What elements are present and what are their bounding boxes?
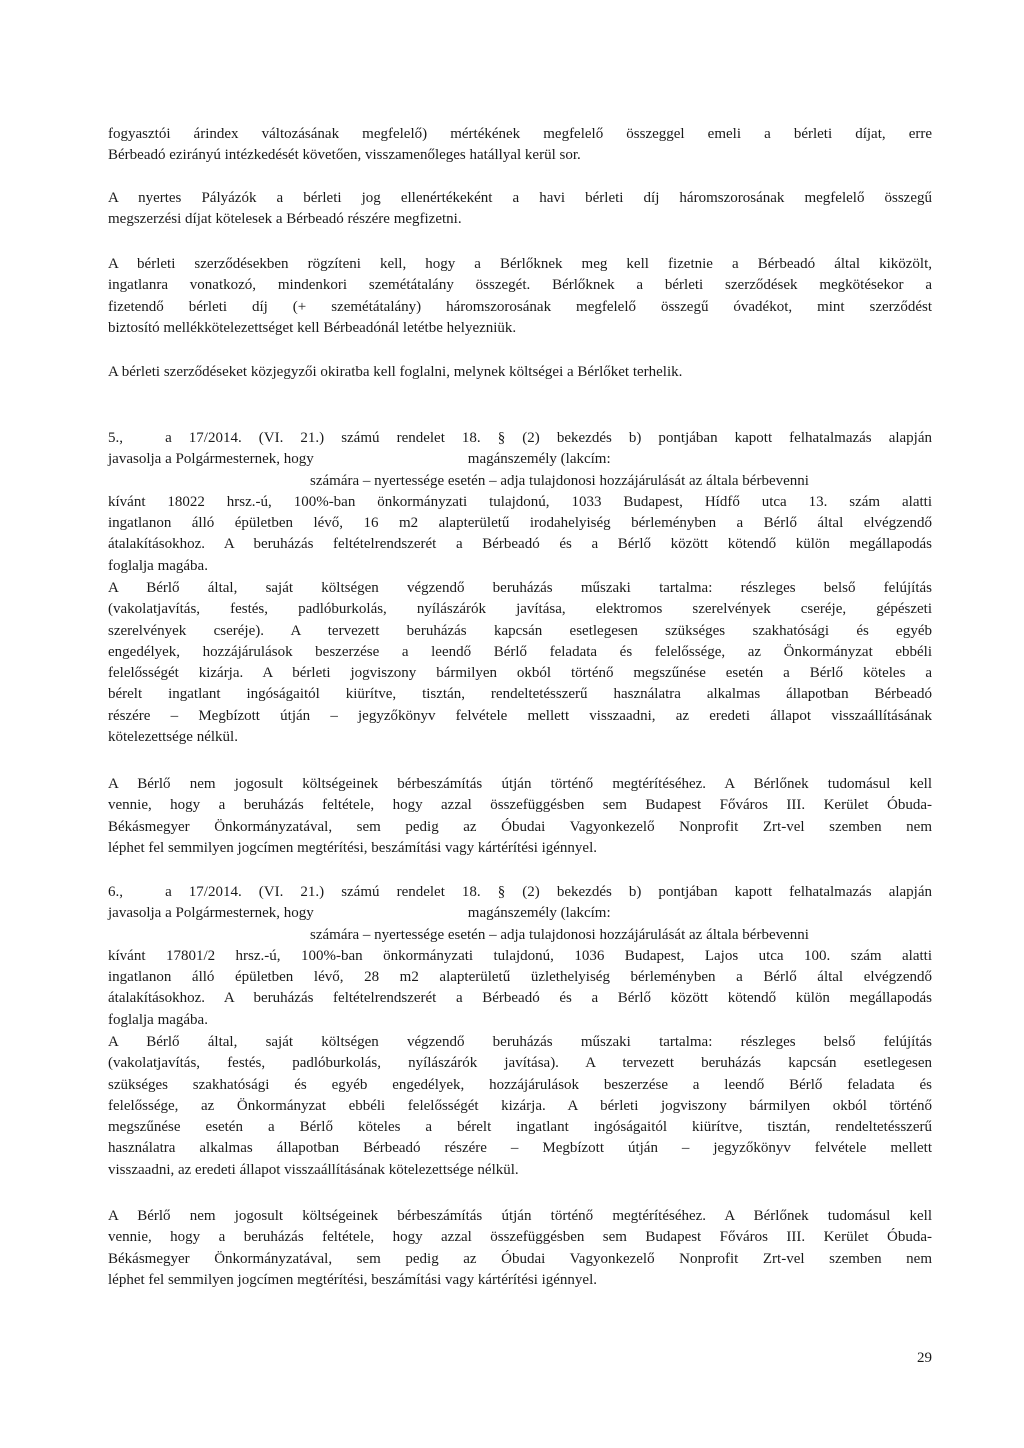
text-line: kötelezettsége nélkül. bbox=[108, 729, 238, 746]
text-line: A Bérlő nem jogosult költségeinek bérbeszámítás útján történő megtérítéséhez. A Bérlőnek tudomásul kell bbox=[108, 776, 932, 792]
text-line: fizetendő bérleti díj (+ szemétátalány) háromszorosának megfelelő összegű óvadékot, mint szerződést bbox=[108, 298, 932, 315]
text-line bbox=[108, 471, 932, 492]
text-line: részére – Megbízott útján – jegyzőkönyv felvétele mellett visszaadni, az eredeti állapot visszaállításának bbox=[108, 707, 932, 724]
text-line: (vakolatjavítás, festés, padlóburkolás, nyílászárók javítása, elektromos szerelvények cseréje, gépészeti bbox=[108, 601, 932, 618]
text-line: vennie, hogy a beruházás feltétele, hogy azzal összefüggésben sem Budapest Főváros III. Kerület Óbuda- bbox=[108, 797, 932, 814]
text-line: A nyertes Pályázók a bérleti jog ellenértékeként a havi bérleti díj háromszorosának megfelelő összegű bbox=[108, 190, 932, 206]
text-line: engedélyek, hozzájárulások beszerzése a leendő Bérlő feladata és felelőssége, az Önkormányzat ebbéli bbox=[108, 643, 932, 660]
text-line: felelősségét kizárja. A bérleti jogviszony bármilyen okból történő megszűnése esetén a Bérlő köteles a bbox=[108, 665, 932, 682]
text-line: visszaadni, az eredeti állapot visszaállításának kötelezettsége nélkül. bbox=[108, 1161, 519, 1178]
text-line: vennie, hogy a beruházás feltétele, hogy azzal összefüggésben sem Budapest Főváros III. Kerület Óbuda- bbox=[108, 1229, 932, 1246]
text-line bbox=[108, 428, 932, 449]
text-line bbox=[108, 925, 932, 946]
paragraph-investment-content-2 bbox=[108, 1032, 932, 1181]
text-line: fogyasztói árindex változásának megfelelő) mértékének megfelelő összeggel emeli a bérleti díjat, erre bbox=[108, 126, 932, 142]
paragraph-no-reimbursement bbox=[108, 774, 932, 859]
text-line: A Bérlő által, saját költségen végzendő beruházás műszaki tartalma: részleges belső felújítás bbox=[108, 1034, 932, 1050]
text-line: ingatlanon álló épületben lévő, 28 m2 alapterületű üzlethelyiség bérleményben a Bérlő által elvégzendő bbox=[108, 969, 932, 986]
item-number: 6., bbox=[108, 884, 123, 900]
paragraph-no-reimbursement-2 bbox=[108, 1206, 932, 1291]
item-text: javasolja a Polgármesternek, hogy bbox=[108, 905, 314, 922]
text-line bbox=[108, 882, 932, 903]
text-line: felelőssége, az Önkormányzat ebbéli felelősségét kizárja. A bérleti jogviszony bármilyen okból történő bbox=[108, 1097, 932, 1114]
text-line: szerelvények cseréje). A tervezett beruházás kapcsán esetlegesen szükséges szakhatósági és egyéb bbox=[108, 622, 932, 639]
item-text: a 17/2014. (VI. 21.) számú rendelet 18. § (2) bekezdés b) pontjában kapott felhatalmazás alapján bbox=[165, 884, 932, 900]
text-line: A Bérlő nem jogosult költségeinek bérbeszámítás útján történő megtérítéséhez. A Bérlőnek tudomásul kell bbox=[108, 1208, 932, 1224]
paragraph-investment-content bbox=[108, 578, 932, 748]
item-text: számára – nyertessége esetén – adja tulajdonosi hozzájárulását az általa bérbevenni bbox=[310, 472, 809, 489]
item-text: számára – nyertessége esetén – adja tulajdonosi hozzájárulását az általa bérbevenni bbox=[310, 926, 809, 943]
text-line: ingatlanra vonatkozó, mindenkori szemétátalány összegét. Bérlőknek a bérleti szerződések megkötésekor a bbox=[108, 277, 932, 294]
paragraph-waste-fee-deposit bbox=[108, 254, 932, 339]
text-line: ingatlanon álló épületben lévő, 16 m2 alapterületű irodahelyiség bérleményben a Bérlő által elvégzendő bbox=[108, 515, 932, 532]
text-line: (vakolatjavítás, festés, padlóburkolás, nyílászárók javítása). A tervezett beruházás kapcsán esetlegesen bbox=[108, 1055, 932, 1072]
text-line bbox=[108, 449, 932, 470]
text-line: kívánt 17801/2 hrsz.-ú, 100%-ban önkormányzati tulajdonú, 1036 Budapest, Lajos utca 100. szám alatti bbox=[108, 947, 932, 964]
item-5 bbox=[108, 428, 932, 577]
text-line: bérelt ingatlant ingóságaitól kiürítve, tisztán, rendeltetésszerű használatra alkalmas állapotban Bérbeadó bbox=[108, 686, 932, 703]
item-text: magánszemély (lakcím: bbox=[467, 905, 611, 922]
text-line: A Bérlő által, saját költségen végzendő beruházás műszaki tartalma: részleges belső felújítás bbox=[108, 580, 932, 596]
text-line: léphet fel semmilyen jogcímen megtérítési, beszámítási vagy kártérítési igénnyel. bbox=[108, 839, 598, 856]
text-line: A bérleti szerződésekben rögzíteni kell, hogy a Bérlőknek meg kell fizetnie a Bérbeadó által kiközölt, bbox=[108, 256, 932, 272]
text-line: léphet fel semmilyen jogcímen megtérítési, beszámítási vagy kártérítési igénnyel. bbox=[108, 1271, 598, 1288]
text-line: Békásmegyer Önkormányzatával, sem pedig az Óbudai Vagyonkezelő Nonprofit Zrt-vel szemben nem bbox=[108, 818, 932, 835]
text-line: átalakításokhoz. A beruházás feltételrendszerét a Bérbeadó és a Bérlő között kötendő külön megállapodás bbox=[108, 536, 932, 553]
text-line: Bérbeadó ezirányú intézkedését követően, visszamenőleges hatállyal kerül sor. bbox=[108, 147, 581, 164]
text-line bbox=[108, 903, 932, 924]
paragraph-index-adjustment bbox=[108, 124, 932, 167]
page-number: 29 bbox=[917, 1350, 932, 1366]
text-line: kívánt 18022 hrsz.-ú, 100%-ban önkormányzati tulajdonú, 1033 Budapest, Hídfő utca 13. szám alatti bbox=[108, 493, 932, 510]
text-line: átalakításokhoz. A beruházás feltételrendszerét a Bérbeadó és a Bérlő között kötendő külön megállapodás bbox=[108, 990, 932, 1007]
paragraph-acquisition-fee bbox=[108, 188, 932, 231]
text-line: megszerzési díjat kötelesek a Bérbeadó részére megfizetni. bbox=[108, 211, 462, 228]
text-line: Békásmegyer Önkormányzatával, sem pedig az Óbudai Vagyonkezelő Nonprofit Zrt-vel szemben nem bbox=[108, 1250, 932, 1267]
text-line: biztosító mellékkötelezettséget kell Bérbeadónál letétbe helyezniük. bbox=[108, 319, 517, 336]
document-page bbox=[108, 0, 932, 1448]
text-line: használatra alkalmas állapotban Bérbeadó részére – Megbízott útján – jegyzőkönyv felvétele mellett bbox=[108, 1140, 932, 1157]
text-line: megszűnése esetén a Bérlő köteles a bérelt ingatlant ingóságaitól kiürítve, tisztán, rendeltetésszerű bbox=[108, 1119, 932, 1136]
text-line: A bérleti szerződéseket közjegyzői okiratba kell foglalni, melynek költségei a Bérlőket terhelik. bbox=[108, 364, 683, 380]
text-line: foglalja magába. bbox=[108, 1011, 208, 1028]
item-6 bbox=[108, 882, 932, 1031]
item-text: a 17/2014. (VI. 21.) számú rendelet 18. § (2) bekezdés b) pontjában kapott felhatalmazás alapján bbox=[165, 430, 932, 446]
text-line: szükséges szakhatósági és egyéb engedélyek, hozzájárulások beszerzése a leendő Bérlő feladata és bbox=[108, 1076, 932, 1093]
paragraph-notary-deed bbox=[108, 362, 932, 383]
item-number: 5., bbox=[108, 430, 123, 446]
item-text: javasolja a Polgármesternek, hogy bbox=[108, 451, 314, 468]
item-text: magánszemély (lakcím: bbox=[467, 451, 611, 468]
text-line: foglalja magába. bbox=[108, 557, 208, 574]
